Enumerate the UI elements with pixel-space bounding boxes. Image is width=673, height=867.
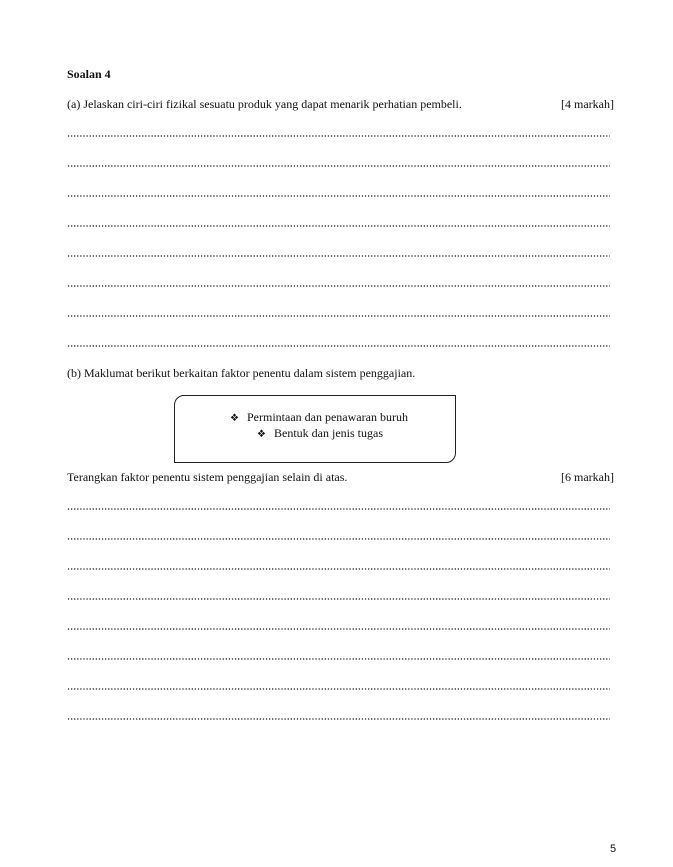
info-box-item-label: Bentuk dan jenis tugas xyxy=(274,426,383,440)
answer-line-a-5[interactable] xyxy=(67,255,610,257)
answer-line-a-7[interactable] xyxy=(67,315,610,317)
part-b-intro-text: (b) Maklumat berikut berkaitan faktor penentu dalam sistem penggajian. xyxy=(67,366,416,380)
info-box-item-2 xyxy=(257,426,383,441)
answer-line-a-3[interactable] xyxy=(67,195,610,197)
part-b-text: Terangkan faktor penentu sistem penggajian selain di atas. xyxy=(67,470,348,484)
answer-line-b-3[interactable] xyxy=(67,568,610,570)
question-title: Soalan 4 xyxy=(67,67,111,81)
diamond-bullet-icon: ❖ xyxy=(257,429,266,440)
part-b-marks: [6 markah] xyxy=(561,470,614,484)
answer-line-b-1[interactable] xyxy=(67,508,610,510)
info-box-item-label: Permintaan dan penawaran buruh xyxy=(247,410,408,424)
answer-line-b-2[interactable] xyxy=(67,538,610,540)
answer-line-a-1[interactable] xyxy=(67,135,610,137)
answer-line-b-7[interactable] xyxy=(67,688,610,690)
answer-line-a-8[interactable] xyxy=(67,345,610,347)
answer-line-b-5[interactable] xyxy=(67,628,610,630)
diamond-bullet-icon: ❖ xyxy=(230,413,239,424)
answer-line-a-4[interactable] xyxy=(67,225,610,227)
part-a-text: (a) Jelaskan ciri-ciri fizikal sesuatu produk yang dapat menarik perhatian pembeli. xyxy=(67,97,462,111)
part-b-question xyxy=(67,470,614,485)
answer-line-a-2[interactable] xyxy=(67,165,610,167)
page-number: 5 xyxy=(610,843,617,855)
info-box-item-1 xyxy=(230,410,408,425)
answer-line-a-6[interactable] xyxy=(67,285,610,287)
factor-info-box xyxy=(174,395,456,463)
part-a-question xyxy=(67,97,614,112)
part-a-marks: [4 markah] xyxy=(561,97,614,111)
answer-line-b-6[interactable] xyxy=(67,658,610,660)
part-b-intro xyxy=(67,366,614,381)
answer-line-b-8[interactable] xyxy=(67,718,610,720)
answer-line-b-4[interactable] xyxy=(67,598,610,600)
